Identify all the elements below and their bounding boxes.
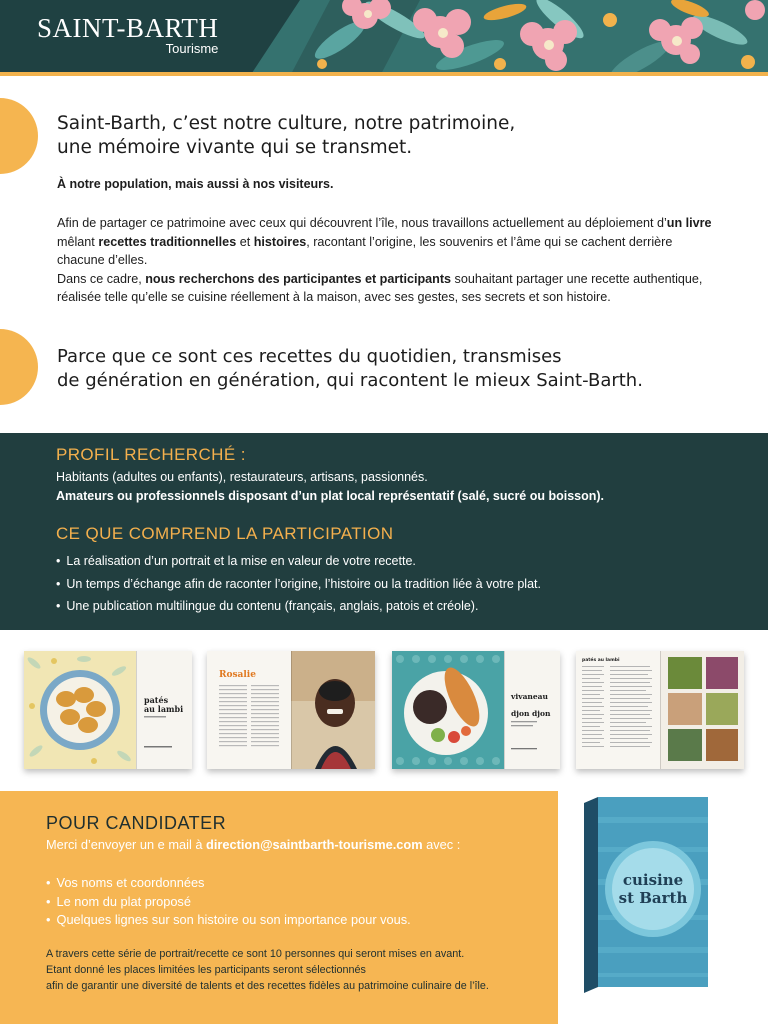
book-title-line-2: st Barth [618, 889, 688, 907]
mail-suffix: avec : [422, 837, 461, 852]
participation-heading: CE QUE COMPREND LA PARTICIPATION [56, 524, 394, 543]
apply-section [0, 791, 558, 1024]
mockup-gutter [291, 651, 292, 769]
profile-section [0, 433, 768, 630]
list-item: • Une publication multilingue du contenu (français, anglais, patois et créole). [56, 595, 541, 618]
list-item: • Un temps d’échange afin de raconter l’origine, l’histoire ou la tradition liée à votre plat. [56, 573, 541, 596]
footnote-line-3: afin de garantir une diversité de talents et des recettes fidèles au patrimoine culinaire de l’île. [46, 980, 489, 992]
decorative-half-circle [0, 98, 38, 174]
book-mockup-vivaneau [392, 651, 560, 769]
intro-quote [57, 112, 657, 160]
mockup-1-title-b: au lambi [144, 704, 184, 714]
para-text: mêlant [57, 234, 99, 249]
intro-lead: À notre population, mais aussi à nos visiteurs. [57, 177, 334, 191]
profil-heading: PROFIL RECHERCHÉ : [56, 445, 246, 464]
mockup-2-title: Rosalie [219, 670, 256, 680]
book-mockup-pates-lambi [24, 651, 192, 769]
intro-quote-line-1: Saint-Barth, c’est notre culture, notre patrimoine, [57, 113, 516, 134]
para-bold: histoires [253, 234, 307, 249]
intro-paragraph [57, 214, 717, 307]
participation-list [56, 550, 541, 618]
saint-barth-logo[interactable] [37, 14, 218, 56]
mockup-4-title: patés au lambi [582, 658, 620, 663]
mockup-gutter [504, 651, 505, 769]
list-item: • Le nom du plat proposé [46, 893, 411, 912]
book-title-line-1: cuisine [622, 871, 684, 889]
mail-prefix: Merci d’envoyer un e mail à [46, 837, 207, 852]
email-link[interactable]: direction@saintbarth-tourisme.com [206, 837, 423, 852]
mockup-3-title-b: djon djon [511, 709, 551, 718]
para-text: souhaitant partager une recette authentique, réalisée telle qu’elle se cuisine réellement à la maison, avec ses gestes, ses secrets et son histoire. [57, 271, 703, 305]
closing-quote [57, 345, 747, 393]
mockup-3-title-a: vivaneau [511, 692, 548, 701]
mockup-spread-image [24, 651, 192, 769]
list-item: • Quelques lignes sur son histoire ou son importance pour vous. [46, 911, 411, 930]
apply-footnote [46, 946, 546, 994]
para-bold: recettes traditionnelles [98, 234, 237, 249]
footnote-line-2: Etant donné les places limitées les participants seront sélectionnés [46, 964, 366, 976]
book-mockup-recipe [576, 651, 744, 769]
apply-heading: POUR CANDIDATER [46, 813, 227, 833]
list-item: • La réalisation d’un portrait et la mise en valeur de votre recette. [56, 550, 541, 573]
intro-quote-line-2: une mémoire vivante qui se transmet. [57, 137, 413, 158]
profil-line-1: Habitants (adultes ou enfants), restaurateurs, artisans, passionnés. [56, 470, 428, 484]
closing-quote-line-1: Parce que ce sont ces recettes du quotidien, transmises [57, 346, 562, 367]
book-mockup-rosalie [207, 651, 375, 769]
footnote-line-1: A travers cette série de portrait/recette ce sont 10 personnes qui seront mises en avant. [46, 948, 465, 960]
profil-line-2: Amateurs ou professionnels disposant d’un plat local représentatif (salé, sucré ou boisson). [56, 489, 605, 503]
para-text: et [236, 234, 254, 249]
closing-quote-line-2: de génération en génération, qui racontent le mieux Saint-Barth. [57, 370, 643, 391]
mockup-gutter [136, 651, 137, 769]
list-item: • Vos noms et coordonnées [46, 874, 411, 893]
cookbook-cover [584, 797, 708, 993]
para-text: Afin de partager ce patrimoine avec ceux qui découvrent l’île, nous travaillons actuellement au déploiement d’ [57, 216, 667, 230]
para-bold: un livre [666, 216, 712, 230]
mockup-spread-image [392, 651, 560, 769]
para-text: , racontant l’origine, les souvenirs et l’âme qui se cachent derrière chacune d’elles. [57, 234, 673, 268]
apply-mail-line [46, 837, 460, 852]
mockup-1-title-a: patés [144, 695, 169, 705]
para-bold: nous recherchons des participantes et participants [145, 271, 452, 286]
logo-brand: SAINT-BARTH [37, 13, 219, 43]
header-accent-strip [0, 72, 768, 76]
logo-subtitle: Tourisme [165, 41, 219, 56]
para-text: Dans ce cadre, [57, 271, 146, 286]
header-banner [0, 0, 768, 76]
mockup-gutter [660, 651, 661, 769]
apply-requirements-list [46, 874, 411, 930]
decorative-half-circle [0, 329, 38, 405]
